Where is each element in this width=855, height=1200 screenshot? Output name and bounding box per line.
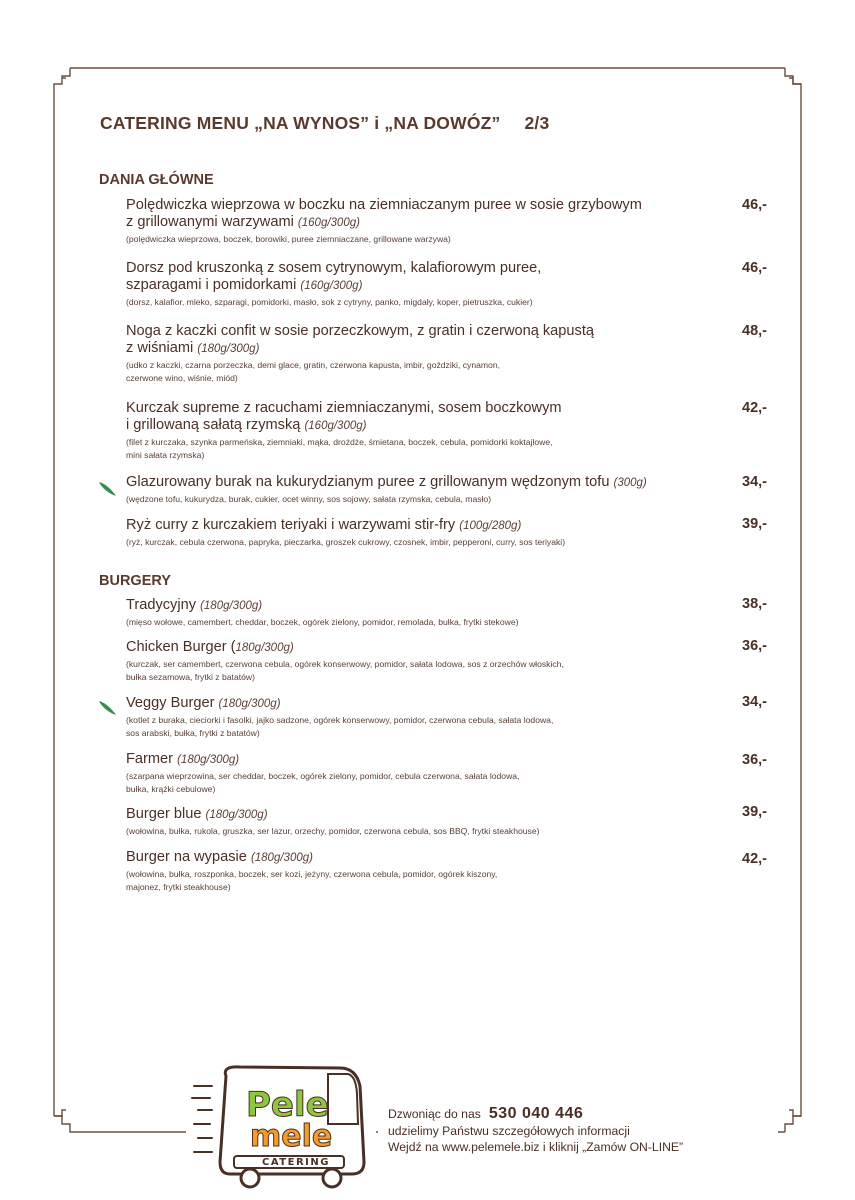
menu-item (126, 849, 726, 893)
item-ingredients: bułka sezamowa, frytki z batatów) (126, 671, 255, 682)
item-price: 42,- (742, 851, 767, 867)
phone-number[interactable]: 530 040 446 (488, 1105, 584, 1122)
item-ingredients: (mięso wołowe, camembert, cheddar, boczek, ogórek zielony, pomidor, remolada, bułka, frytki stekowe) (126, 617, 519, 627)
item-ingredients: (szarpana wieprzowina, ser cheddar, boczek, ogórek zielony, pomidor, cebula czerwona, sałata lodowa, (126, 771, 520, 781)
menu-title (100, 113, 549, 134)
item-ingredients: majonez, frytki steakhouse) (126, 881, 231, 892)
item-ingredients: (udko z kaczki, czarna porzeczka, demi glace, gratin, czerwona kapusta, imbir, goździki, cynamon, (126, 360, 500, 370)
item-price: 46,- (742, 197, 767, 213)
menu-title-text: CATERING MENU „NA WYNOS” i „NA DOWÓZ” (100, 113, 501, 133)
item-weight: (160g/300g) (297, 217, 360, 229)
item-weight: (160g/300g) (304, 420, 367, 432)
item-weight: (180g/300g) (197, 343, 260, 355)
menu-item (126, 260, 726, 309)
item-name: Kurczak supreme z racuchami ziemniaczanymi, sosem boczkowym (126, 400, 562, 416)
footer-contact (388, 1106, 683, 1156)
item-weight: (100g/280g) (459, 520, 522, 532)
item-price: 34,- (742, 474, 767, 490)
item-name: Ryż curry z kurczakiem teriyaki i warzywami stir-fry (126, 517, 456, 533)
item-price: 38,- (742, 596, 767, 612)
item-name: z wiśniami (126, 340, 194, 356)
item-weight: (160g/300g) (300, 280, 363, 292)
item-weight: (180g/300g) (177, 754, 240, 766)
item-name: Veggy Burger (126, 695, 215, 711)
item-name: i grillowaną sałatą rzymską (126, 417, 301, 433)
leaf-icon (97, 478, 119, 500)
section-title: BURGERY (99, 573, 171, 589)
item-name: Dorsz pod kruszonką z sosem cytrynowym, kalafiorowym puree, (126, 260, 542, 276)
item-name: Polędwiczka wieprzowa w boczku na ziemniaczanym puree w sosie grzybowym (126, 197, 642, 213)
item-weight: (180g/300g) (218, 698, 281, 710)
item-price: 39,- (742, 804, 767, 820)
item-name: Burger na wypasie (126, 849, 247, 865)
item-name: Burger blue (126, 806, 202, 822)
logo-word-pele: Pele (246, 1085, 329, 1125)
item-weight: (300g) (613, 477, 647, 489)
item-weight: (180g/300g) (200, 600, 263, 612)
item-ingredients: (filet z kurczaka, szynka parmeńska, ziemniaki, mąka, drożdże, śmietana, boczek, cebula, pomidorki koktajlowe, (126, 437, 553, 447)
page-number: 2/3 (524, 113, 550, 133)
menu-item (126, 323, 726, 384)
item-name: Noga z kaczki confit w sosie porzeczkowym, z gratin i czerwoną kapustą (126, 323, 594, 339)
item-price: 39,- (742, 516, 767, 532)
item-price: 46,- (742, 260, 767, 276)
item-price: 36,- (742, 752, 767, 768)
pelemele-logo (190, 1064, 368, 1192)
item-ingredients: (kurczak, ser camembert, czerwona cebula, ogórek konserwowy, pomidor, sałata lodowa, sos z orzechów włoskich, (126, 659, 564, 669)
call-text: Dzwoniąc do nas (388, 1107, 481, 1121)
item-price: 36,- (742, 638, 767, 654)
logo-word-catering: CATERING (262, 1157, 330, 1168)
menu-item (126, 751, 726, 795)
item-name: z grillowanymi warzywami (126, 214, 294, 230)
item-weight: (180g/300g) (205, 809, 268, 821)
menu-item (126, 474, 726, 506)
menu-item (126, 806, 726, 838)
item-name: Farmer (126, 751, 174, 767)
logo-word-mele: mele (250, 1119, 333, 1154)
info-text: udzielimy Państwu szczegółowych informacji (388, 1123, 630, 1138)
section-title: DANIA GŁÓWNE (99, 172, 214, 188)
item-ingredients: (ryż, kurczak, cebula czerwona, papryka, pieczarka, groszek cukrowy, czosnek, imbir, pepperoni, curry, sos teriyaki) (126, 537, 566, 547)
item-ingredients: (wędzone tofu, kukurydza, burak, cukier, ocet winny, sos sojowy, sałata rzymska, cebula, masło) (126, 494, 492, 504)
item-name: szparagami i pomidorkami (126, 277, 297, 293)
item-ingredients: (dorsz, kalafior, mleko, szparagi, pomidorki, masło, sok z cytryny, panko, migdały, koper, pietruszka, cukier) (126, 297, 533, 307)
item-price: 34,- (742, 694, 767, 710)
item-ingredients: bułka, krążki cebulowe) (126, 783, 216, 794)
item-name: Glazurowany burak na kukurydzianym puree z grillowanym wędzonym tofu (126, 474, 610, 490)
item-ingredients: czerwone wino, wiśnie, miód) (126, 372, 238, 383)
leaf-icon (97, 697, 119, 719)
menu-item (126, 400, 726, 461)
item-name: Chicken Burger ( (126, 639, 236, 655)
item-ingredients: (wołowina, bułka, rukola, gruszka, ser lazur, orzechy, pomidor, czerwona cebula, sos BBQ, frytki steakhouse) (126, 826, 540, 836)
website-link[interactable]: Wejdź na www.pelemele.biz i kliknij „Zamów ON-LINE” (388, 1140, 684, 1154)
menu-item (126, 517, 726, 549)
item-ingredients: mini sałata rzymska) (126, 449, 205, 460)
item-weight: 180g/300g) (235, 642, 294, 654)
item-ingredients: (polędwiczka wieprzowa, boczek, borowiki, puree ziemniaczane, grillowane warzywa) (126, 234, 451, 244)
item-price: 48,- (742, 323, 767, 339)
menu-item (126, 639, 726, 683)
item-weight: (180g/300g) (250, 852, 313, 864)
item-ingredients: (wołowina, bułka, roszponka, boczek, ser kozi, jeżyny, czerwona cebula, pomidor, ogórek kiszony, (126, 869, 498, 879)
item-ingredients: (kotlet z buraka, cieciorki i fasolki, jajko sadzone, ogórek konserwowy, pomidor, czerwona cebula, sałata lodowa, (126, 715, 554, 725)
item-name: Tradycyjny (126, 597, 197, 613)
menu-item (126, 695, 726, 739)
menu-item (126, 597, 726, 629)
item-ingredients: sos arabski, bułka, frytki z batatów) (126, 727, 260, 738)
item-price: 42,- (742, 400, 767, 416)
menu-item (126, 197, 726, 246)
